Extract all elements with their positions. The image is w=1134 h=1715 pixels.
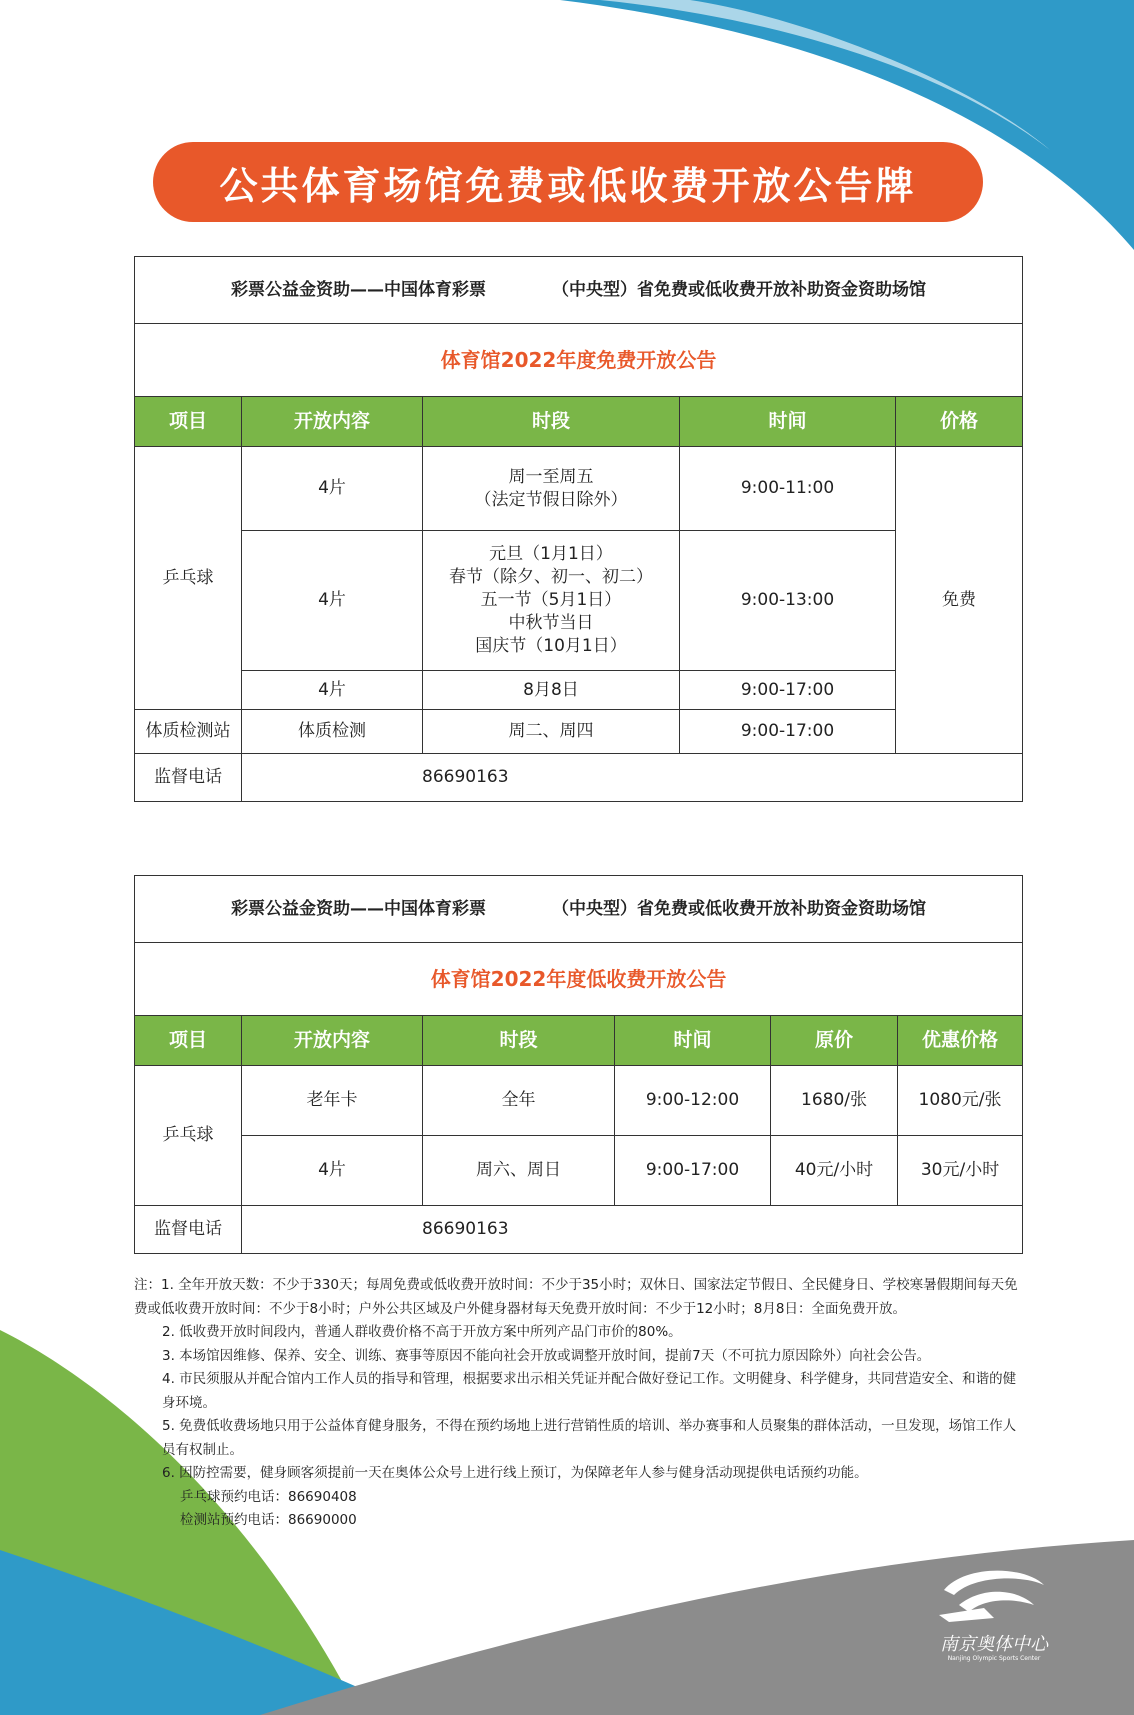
col-header-original-price: 原价 [771,1016,898,1066]
nanjing-olympic-logo-icon [924,1560,1064,1630]
note-item: 2. 低收费开放时间段内，普通人群收费价格不高于开放方案中所列产品门市价的80%。 [162,1324,682,1340]
period-line: 春节（除夕、初一、初二） [449,567,653,588]
table-row [135,447,1023,531]
table-row [135,531,1023,671]
time-cell: 9:00-17:00 [615,1136,771,1206]
table-row [135,1136,1023,1206]
col-header-content: 开放内容 [242,1016,423,1066]
period-line: （法定节假日除外） [474,489,628,510]
period-line: 国庆节（10月1日） [475,635,627,656]
low-fee-table [134,875,1023,1254]
item-cell: 乒乓球 [135,447,242,710]
period-line: 五一节（5月1日） [480,590,622,611]
price-cell: 免费 [896,447,1023,754]
item-cell: 乒乓球 [135,1066,242,1206]
note-item: 4. 市民须服从并配合馆内工作人员的指导和管理，根据要求出示相关凭证并配合做好登记工作。文明健身、科学健身，共同营造安全、和谐的健身环境。 [162,1371,1017,1411]
notes-section [134,1274,1022,1533]
contact-line: 检测站预约电话：86690000 [180,1512,357,1528]
period-cell: 8月8日 [423,671,680,710]
col-header-content: 开放内容 [242,397,423,447]
col-header-time: 时间 [680,397,896,447]
funding-header-right: （中央型）省免费或低收费开放补助资金资助场馆 [551,898,926,919]
col-header-time: 时间 [615,1016,771,1066]
funding-header-left: 彩票公益金资助——中国体育彩票 [231,279,487,300]
col-header-period: 时段 [423,397,680,447]
content-cell: 4片 [242,447,423,531]
col-header-price: 价格 [896,397,1023,447]
discount-price-cell: 1080元/张 [898,1066,1023,1136]
time-cell: 9:00-12:00 [615,1066,771,1136]
content-cell: 4片 [242,671,423,710]
col-header-item: 项目 [135,397,242,447]
time-cell: 9:00-13:00 [680,531,896,671]
discount-price-cell: 30元/小时 [898,1136,1023,1206]
period-cell [423,447,680,531]
content-cell: 老年卡 [242,1066,423,1136]
table-row [135,710,1023,754]
phone-label: 监督电话 [135,754,242,802]
table-row [135,671,1023,710]
content-cell: 4片 [242,531,423,671]
note-item: 3. 本场馆因维修、保养、安全、训练、赛事等原因不能向社会开放或调整开放时间，提前7天（不可抗力原因除外）向社会公告。 [162,1347,931,1364]
item-cell: 体质检测站 [135,710,242,754]
free-open-table [134,256,1023,802]
funding-header-left: 彩票公益金资助——中国体育彩票 [231,898,487,919]
phone-label: 监督电话 [135,1206,242,1254]
low-notice-subtitle: 体育馆2022年度低收费开放公告 [135,943,1023,1016]
time-cell: 9:00-11:00 [680,447,896,531]
period-cell: 周六、周日 [423,1136,615,1206]
note-item: 5. 免费低收费场地只用于公益体育健身服务，不得在预约场地上进行营销性质的培训、举办赛事和人员聚集的群体活动，一旦发现，场馆工作人员有权制止。 [162,1418,1017,1458]
content-cell: 体质检测 [242,710,423,754]
contact-line: 乒乓球预约电话：86690408 [180,1488,357,1505]
period-cell: 全年 [423,1066,615,1136]
free-notice-subtitle: 体育馆2022年度免费开放公告 [135,324,1023,397]
phone-row [135,1206,1023,1254]
time-cell: 9:00-17:00 [680,710,896,754]
period-line: 中秋节当日 [508,612,594,633]
logo [924,1560,1064,1670]
period-cell [423,531,680,671]
note-item: 注：1. 全年开放天数：不少于330天；每周免费或低收费开放时间：不少于35小时；双休日、国家法定节假日、全民健身日、学校寒暑假期间每天免费或低收费开放时间：不少于8小时；户外公共区域及户外健身器材每天免费开放时间：不少于12小时；8月8日：全面免费开放。 [134,1277,1018,1317]
col-header-item: 项目 [135,1016,242,1066]
col-header-discount-price: 优惠价格 [898,1016,1023,1066]
logo-text-en: Nanjing Olympic Sports Center [947,1655,1041,1662]
original-price-cell: 40元/小时 [771,1136,898,1206]
funding-header [135,257,1023,324]
period-cell: 周二、周四 [423,710,680,754]
note-item: 6. 因防控需要，健身顾客须提前一天在奥体公众号上进行线上预订，为保障老年人参与健身活动现提供电话预约功能。 [162,1465,868,1481]
logo-text-cn: 南京奥体中心 [940,1634,1048,1655]
phone-number: 86690163 [242,754,1023,802]
period-line: 元旦（1月1日） [489,544,613,565]
period-line: 周一至周五 [508,466,594,487]
content-cell: 4片 [242,1136,423,1206]
phone-number: 86690163 [242,1206,1023,1254]
funding-header-right: （中央型）省免费或低收费开放补助资金资助场馆 [551,279,926,300]
time-cell: 9:00-17:00 [680,671,896,710]
original-price-cell: 1680/张 [771,1066,898,1136]
col-header-period: 时段 [423,1016,615,1066]
page-title: 公共体育场馆免费或低收费开放公告牌 [153,142,983,222]
funding-header [135,876,1023,943]
table-row [135,1066,1023,1136]
phone-row [135,754,1023,802]
